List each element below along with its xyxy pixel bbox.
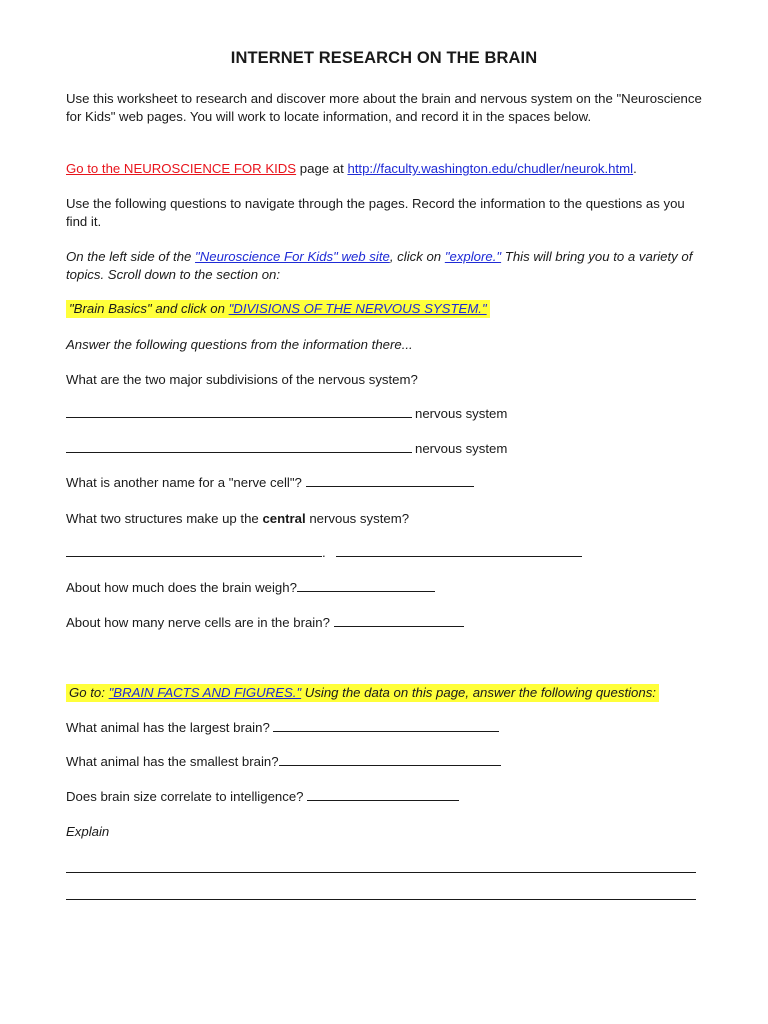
question-central-post: nervous system? xyxy=(305,511,410,526)
left-side-text-3: This will bring you to a variety of topics. Scroll down to the section on: xyxy=(66,249,693,282)
blank-largest-brain[interactable] xyxy=(273,720,499,732)
blank-subdivision-1[interactable] xyxy=(66,406,412,418)
answer-line-subdivision-2 xyxy=(66,440,507,458)
goto-line xyxy=(66,160,637,178)
question-central-bold: central xyxy=(262,511,306,526)
question-nerve-count-text: About how many nerve cells are in the brain? xyxy=(66,615,330,630)
facts-text-1: Go to: xyxy=(69,685,109,700)
question-nerve-cell-text: What is another name for a "nerve cell"? xyxy=(66,475,302,490)
left-side-text-1: On the left side of the xyxy=(66,249,196,264)
intro-paragraph: Use this worksheet to research and discover more about the brain and nervous system on the "Neuroscience for Kids" web pages. You will work to locate information, and record it in the spaces below. xyxy=(66,91,702,124)
answer-info-text: Answer the following questions from the information there... xyxy=(66,337,413,352)
question-brain-weight-text: About how much does the brain weigh? xyxy=(66,580,297,595)
facts-highlight xyxy=(66,684,659,702)
goto-site-label: Go to the NEUROSCIENCE FOR KIDS xyxy=(66,161,297,176)
question-largest-brain xyxy=(66,719,502,737)
brain-basics-line xyxy=(66,300,490,318)
question-central-ns xyxy=(66,510,409,528)
left-side-text-2: , click on xyxy=(389,249,445,264)
question-size-intelligence-text: Does brain size correlate to intelligence? xyxy=(66,789,304,804)
blank-nerve-count[interactable] xyxy=(334,615,464,627)
site-url-link[interactable]: http://faculty.washington.edu/chudler/neurok.html xyxy=(347,161,634,176)
blank-smallest-brain[interactable] xyxy=(279,754,501,766)
explain-label: Explain xyxy=(66,824,110,839)
answer-line-subdivision-1 xyxy=(66,405,507,423)
blank-central-2[interactable] xyxy=(336,545,582,557)
neuroscience-site-link[interactable]: "Neuroscience For Kids" web site xyxy=(195,249,390,264)
question-size-intelligence xyxy=(66,788,462,806)
explore-link[interactable]: "explore." xyxy=(444,249,502,264)
page-title: INTERNET RESEARCH ON THE BRAIN xyxy=(230,49,538,67)
question-nerve-count xyxy=(66,614,467,632)
question-smallest-brain xyxy=(66,753,504,771)
goto-suffix: . xyxy=(633,161,637,176)
nervous-system-label-1: nervous system xyxy=(415,406,508,421)
divisions-link[interactable]: "DIVISIONS OF THE NERVOUS SYSTEM." xyxy=(228,301,487,316)
blank-brain-weight[interactable] xyxy=(297,580,435,592)
question-brain-weight xyxy=(66,579,438,597)
brain-facts-link[interactable]: "BRAIN FACTS AND FIGURES." xyxy=(108,685,302,700)
left-side-paragraph xyxy=(66,248,706,283)
question-smallest-brain-text: What animal has the smallest brain? xyxy=(66,754,279,769)
explain-answer-line-1[interactable] xyxy=(66,872,696,873)
question-subdivisions: What are the two major subdivisions of the nervous system? xyxy=(66,372,418,387)
answer-line-central-ns xyxy=(66,544,585,562)
blank-nerve-cell[interactable] xyxy=(306,475,474,487)
central-separator: . xyxy=(322,545,326,560)
blank-central-1[interactable] xyxy=(66,545,322,557)
blank-size-intelligence[interactable] xyxy=(307,789,459,801)
brain-basics-highlight xyxy=(66,300,490,318)
explain-answer-line-2[interactable] xyxy=(66,899,696,900)
brain-basics-text: "Brain Basics" and click on xyxy=(69,301,229,316)
question-largest-brain-text: What animal has the largest brain? xyxy=(66,720,270,735)
question-nerve-cell xyxy=(66,474,477,492)
goto-middle-text: page at xyxy=(296,161,348,176)
blank-subdivision-2[interactable] xyxy=(66,441,412,453)
facts-text-2: Using the data on this page, answer the following questions: xyxy=(301,685,656,700)
instructions-paragraph: Use the following questions to navigate through the pages. Record the information to the questions as you find it. xyxy=(66,196,685,229)
nervous-system-label-2: nervous system xyxy=(415,441,508,456)
question-central-pre: What two structures make up the xyxy=(66,511,263,526)
facts-line xyxy=(66,684,659,702)
